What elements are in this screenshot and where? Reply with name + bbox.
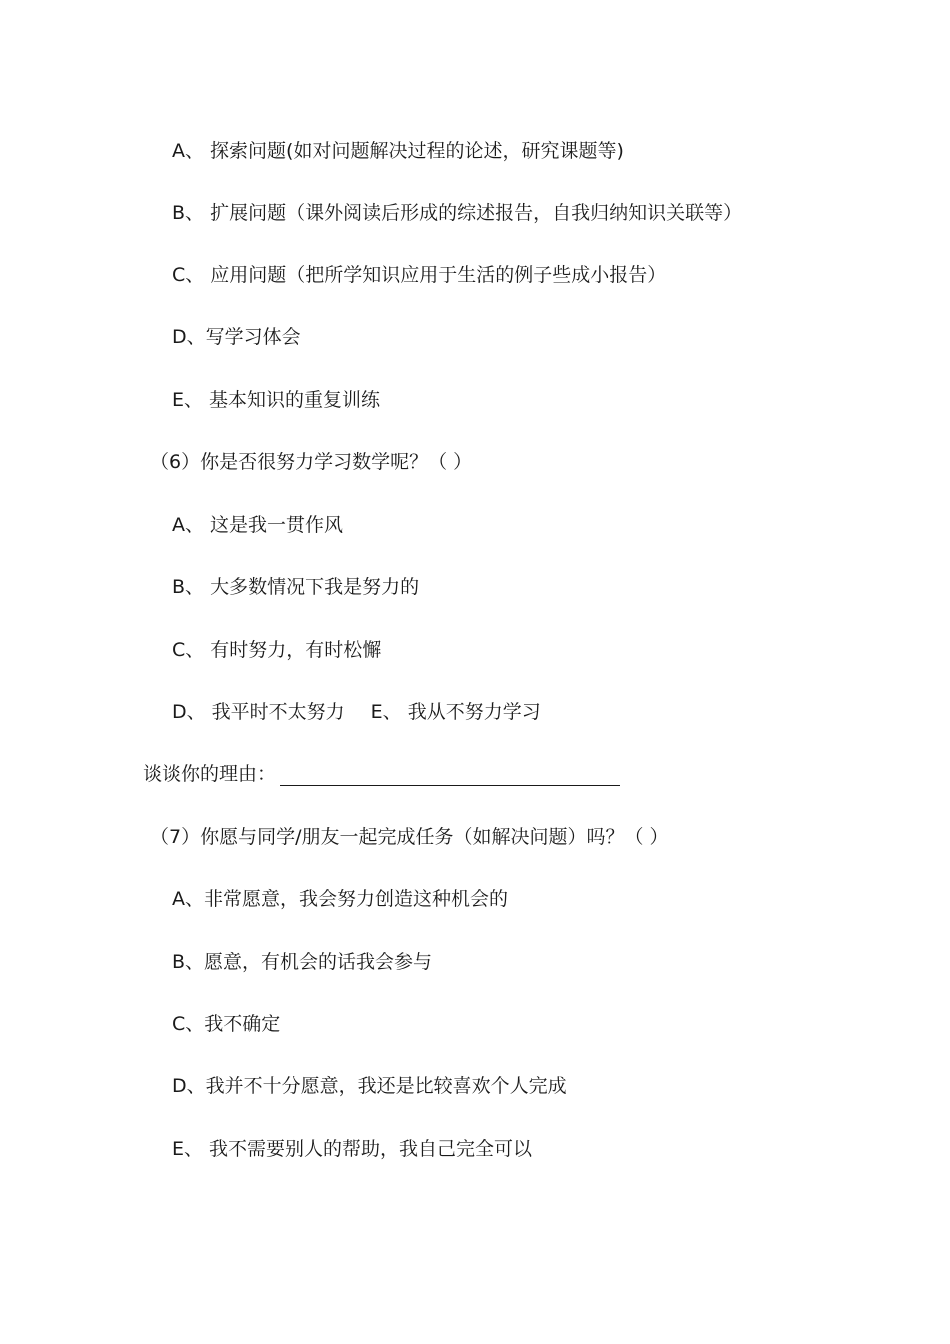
option-6a: A、 这是我一贯作风 bbox=[172, 514, 344, 536]
option-7c: C、我不确定 bbox=[172, 1013, 281, 1035]
option-5c: C、 应用问题（把所学知识应用于生活的例子些成小报告） bbox=[172, 264, 667, 286]
reason-blank-line[interactable] bbox=[280, 765, 620, 786]
reason-row bbox=[143, 762, 620, 786]
reason-label: 谈谈你的理由： bbox=[143, 763, 277, 785]
question-7: （7）你愿与同学/朋友一起完成任务（如解决问题）吗？（ ） bbox=[150, 826, 669, 848]
option-5d: D、写学习体会 bbox=[172, 326, 301, 348]
option-6de-row bbox=[172, 700, 541, 724]
option-7b: B、愿意，有机会的话我会参与 bbox=[172, 951, 433, 973]
option-5e: E、 基本知识的重复训练 bbox=[172, 389, 381, 411]
option-6e: E、 我从不努力学习 bbox=[370, 701, 541, 723]
option-5b: B、 扩展问题（课外阅读后形成的综述报告，自我归纳知识关联等） bbox=[172, 202, 743, 224]
option-6d: D、 我平时不太努力 bbox=[172, 701, 345, 723]
option-7a: A、非常愿意，我会努力创造这种机会的 bbox=[172, 888, 508, 910]
option-7d: D、我并不十分愿意，我还是比较喜欢个人完成 bbox=[172, 1075, 567, 1097]
option-7e: E、 我不需要别人的帮助，我自己完全可以 bbox=[172, 1138, 533, 1160]
option-5a: A、 探索问题(如对问题解决过程的论述，研究课题等) bbox=[172, 140, 624, 162]
option-6c: C、 有时努力，有时松懈 bbox=[172, 639, 382, 661]
question-6: （6）你是否很努力学习数学呢？（ ） bbox=[150, 451, 473, 473]
option-6b: B、 大多数情况下我是努力的 bbox=[172, 576, 420, 598]
